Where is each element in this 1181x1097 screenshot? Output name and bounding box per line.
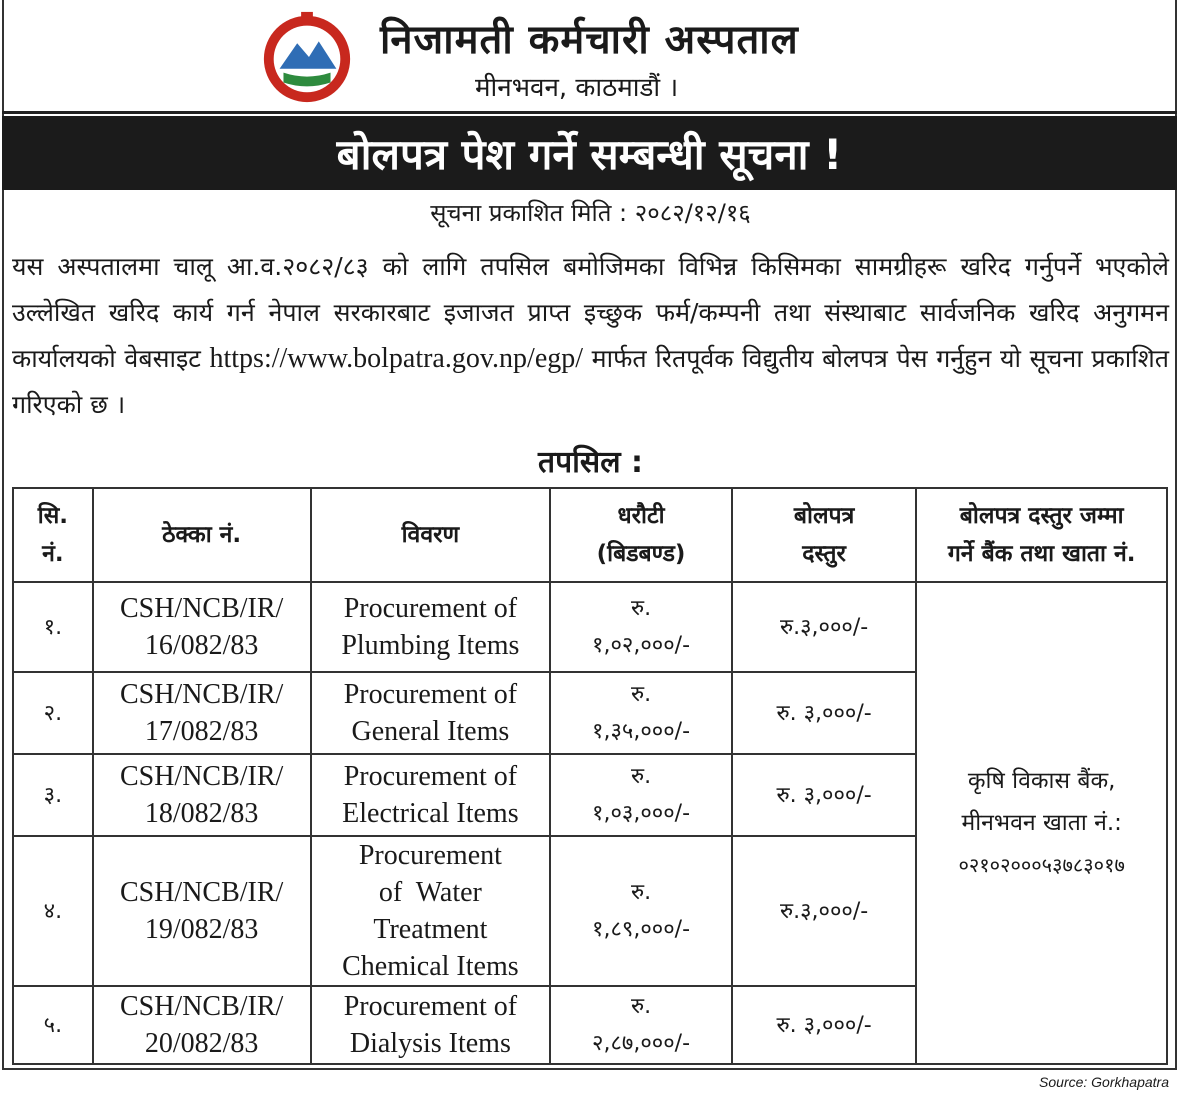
body-text-2: मार्फत रितपूर्वक विद्युतीय बोलपत्र पेस गर्नुहुन यो सूचना प्रकाशित गरिएको छ । [12, 344, 1169, 419]
cell-description: Procurement of Electrical Items [311, 754, 551, 836]
header-contract: ठेक्का नं. [93, 488, 311, 582]
cell-description: Procurement of General Items [311, 672, 551, 754]
table-header-row [13, 488, 1167, 582]
header-sn: सि. नं. [13, 488, 93, 582]
notice-body [12, 244, 1169, 428]
cell-sn: ४. [13, 836, 93, 986]
notice-title: बोलपत्र पेश गर्ने सम्बन्धी सूचना ! [2, 116, 1177, 190]
details-heading: तपसिल : [538, 445, 643, 480]
divider [2, 111, 1177, 114]
cell-contract: CSH/NCB/IR/ 16/082/83 [93, 582, 311, 672]
cell-bid-security: रु. १,०३,०००/- [550, 754, 732, 836]
cell-sn: ५. [13, 986, 93, 1064]
cell-sn: १. [13, 582, 93, 672]
cell-description: Procurement of Water Treatment Chemical Items [311, 836, 551, 986]
cell-sn: २. [13, 672, 93, 754]
table-row [13, 582, 1167, 672]
header-bank: बोलपत्र दस्तुर जम्मा गर्ने बैंक तथा खाता नं. [916, 488, 1167, 582]
bolpatra-link[interactable]: https://www.bolpatra.gov.np/egp/ [209, 343, 584, 374]
cell-bank: कृषि विकास बैंक, मीनभवन खाता नं.: ०२१०२०००५३७८३०१७ [916, 582, 1167, 1064]
body-text-1: यस अस्पतालमा चालू आ.व.२०८२/८३ को लागि तपसिल बमोजिमका विभिन्न किसिमका सामग्रीहरू खरिद गर्नुपर्ने भएकोले उल्लेखित खरिद कार्य गर्न नेपाल सरकारबाट इजाजत प्राप्त इच्छुक फर्म/कम्पनी तथा संस्थाबाट सार्वजनिक खरिद अनुगमन कार्यालयको वेबसाइट [12, 252, 1169, 373]
organization-name: निजामती कर्मचारी अस्पताल [380, 17, 799, 63]
cell-description: Procurement of Plumbing Items [311, 582, 551, 672]
cell-contract: CSH/NCB/IR/ 18/082/83 [93, 754, 311, 836]
header-description: विवरण [311, 488, 551, 582]
cell-contract: CSH/NCB/IR/ 20/082/83 [93, 986, 311, 1064]
cell-bid-security: रु. १,८९,०००/- [550, 836, 732, 986]
header-fee: बोलपत्र दस्तुर [732, 488, 917, 582]
cell-fee: रु. ३,०००/- [732, 754, 917, 836]
nepal-emblem-icon [258, 8, 356, 106]
cell-bid-security: रु. २,८७,०००/- [550, 986, 732, 1064]
cell-fee: रु.३,०००/- [732, 836, 917, 986]
cell-contract: CSH/NCB/IR/ 17/082/83 [93, 672, 311, 754]
published-date: सूचना प्रकाशित मिति : २०८२/१२/१६ [430, 199, 751, 227]
source-credit: Source: Gorkhapatra [1039, 1074, 1169, 1090]
cell-fee: रु.३,०००/- [732, 582, 917, 672]
tender-table [12, 487, 1168, 1065]
cell-sn: ३. [13, 754, 93, 836]
cell-bid-security: रु. १,३५,०००/- [550, 672, 732, 754]
cell-bid-security: रु. १,०२,०००/- [550, 582, 732, 672]
cell-contract: CSH/NCB/IR/ 19/082/83 [93, 836, 311, 986]
cell-description: Procurement of Dialysis Items [311, 986, 551, 1064]
organization-address: मीनभवन, काठमाडौं । [475, 73, 679, 103]
cell-fee: रु. ३,०००/- [732, 986, 917, 1064]
header-bid-security: धरौटी (बिडबण्ड) [550, 488, 732, 582]
cell-fee: रु. ३,०००/- [732, 672, 917, 754]
